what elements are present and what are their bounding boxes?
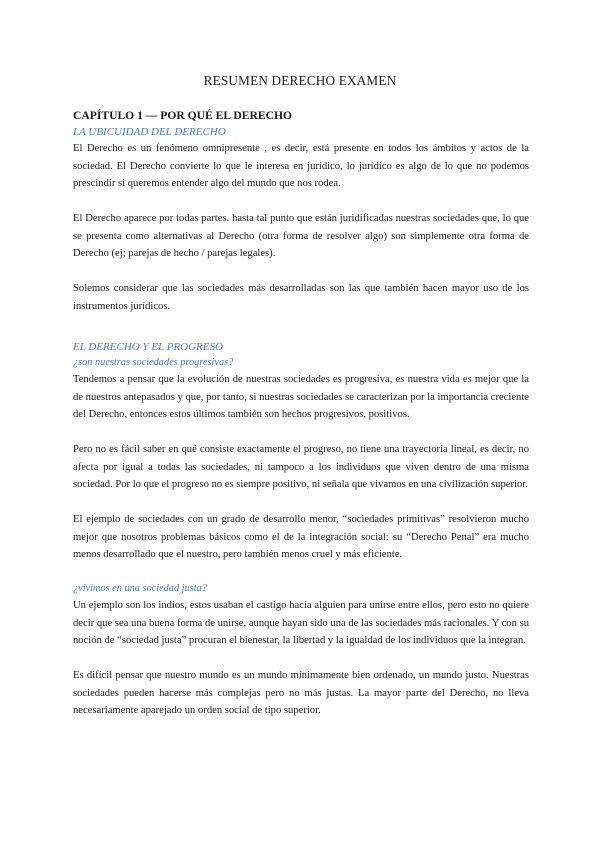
section-heading-ubicuidad: LA UBICUIDAD DEL DERECHO <box>73 126 226 138</box>
chapter-heading: CAPÍTULO 1 — POR QUÉ EL DERECHO <box>73 109 293 122</box>
subheading-sociedad-justa: ¿vivimos en una sociedad justa? <box>73 583 207 594</box>
paragraph: El ejemplo de sociedades con un grado de desarrollo menor, “sociedades primitivas” resolvieron mucho mejor que nosotros problemas básicos como el de la integración social: su “Derecho Penal” era mucho menos desarrollado que el nuestro, pero también menos cruel y más eficiente. <box>73 514 529 560</box>
paragraph: Tendemos a pensar que la evolución de nuestras sociedades es progresiva, es nuestra vida es mejor que la de nuestros antepasados y que, por tanto, si nuestras sociedades se caracterizan por la importancia creciente del Derecho, entonces estos últimos también son hechos progresivos, positivos. <box>73 374 529 420</box>
section-heading-progreso: EL DERECHO Y EL PROGRESO <box>73 341 223 353</box>
subheading-progresivas: ¿son nuestras sociedades progresivas? <box>73 357 234 368</box>
paragraph: Pero no es fácil saber en qué consiste exactamente el progreso, no tiene una trayectoría lineal, es decir, no afecta por igual a todas las sociedades, ni tampoco a los individuos que viven dentro de una misma sociedad. Por lo que el progreso no es siempre positivo, ni señala que vivamos en una civilización superior. <box>73 444 529 490</box>
document-title: RESUMEN DERECHO EXAMEN <box>203 73 397 88</box>
document-body <box>73 108 529 720</box>
paragraph: Un ejemplo son los indios, estos usaban el castigo hacía alguien para unirse entre ellos, pero esto no quiere decir que sea una buena forma de unirse, aunque hayan sido una de las sociedades más racionales. Y con su noción de “sociedad justa” procuran el bienestar, la libertad y la igualdad de los individuos que la integran. <box>73 600 529 646</box>
paragraph: El Derecho aparece por todas partes. hasta tal punto que están juridificadas nuestras sociedades que, lo que se presenta como alternativas al Derecho (otra forma de resolver algo) son simplemente otra forma de Derecho (ej; parejas de hecho / parejas legales). <box>73 213 529 259</box>
paragraph: Es difícil pensar que nuestro mundo es un mundo mínimamente bien ordenado, un mundo justo. Nuestras sociedades pueden hacerse más complejas pero no más justas. La mayor parte del Derecho, no lleva necesariamente aparejado un orden social de tipo superior. <box>73 670 529 716</box>
paragraph: Solemos considerar que las sociedades más desarrolladas son las que también hacen mayor uso de los instrumentos jurídicos. <box>73 283 529 312</box>
paragraph: El Derecho es un fenómeno omnipresente , es decir, está presente en todos los ámbitos y actos de la sociedad. El Derecho convierte lo que le interesa en jurídico, lo jurídico es algo de lo que no podemos prescindir si queremos entender algo del mundo que nos rodea. <box>73 143 529 189</box>
